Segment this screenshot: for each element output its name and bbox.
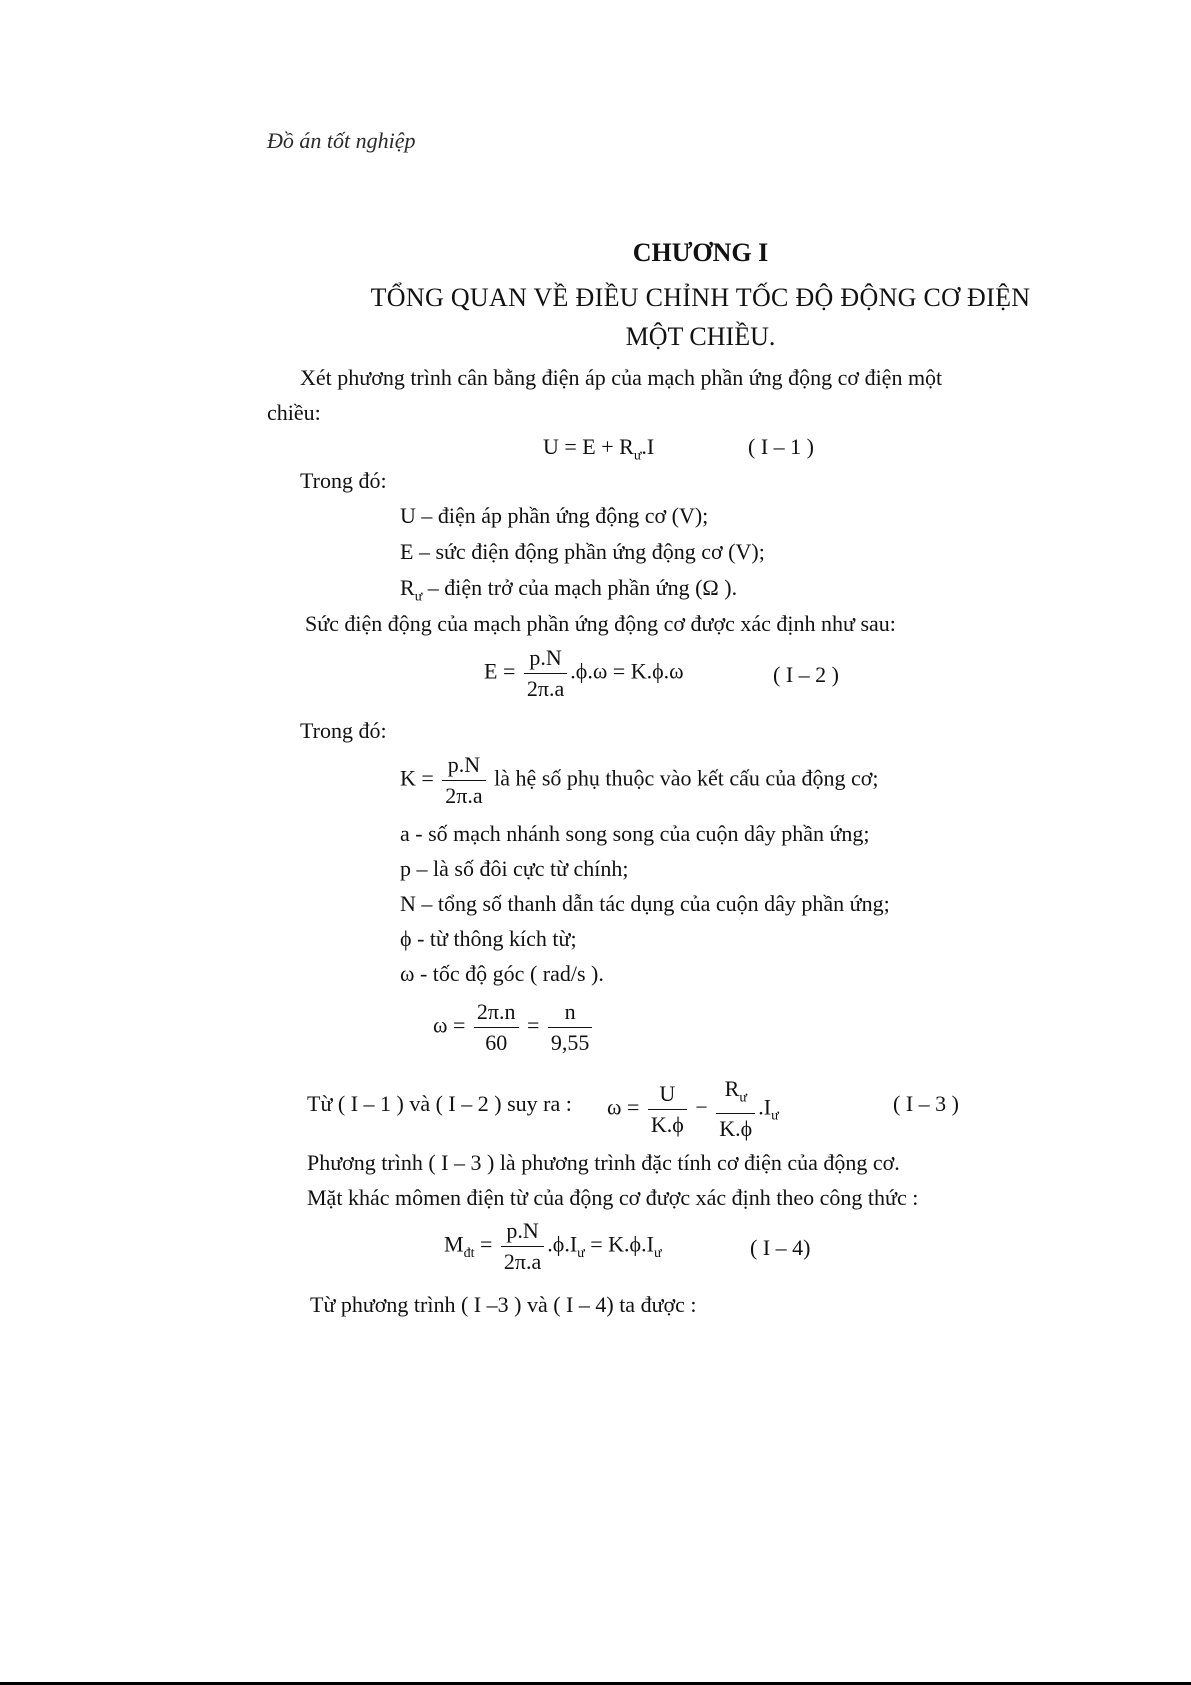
- omega-lhs: ω =: [433, 1012, 466, 1038]
- eq3-numerator-1: U: [648, 1079, 687, 1110]
- omega-equals: =: [527, 1012, 540, 1038]
- eq3-tail: .I: [758, 1094, 772, 1120]
- eq2-rhs: .ϕ.ω = K.ϕ.ω: [570, 658, 684, 684]
- page-header: Đồ án tốt nghiệp: [267, 128, 416, 153]
- eq3-tail-sub: ư: [771, 1108, 779, 1124]
- def-k-numerator: p.N: [442, 750, 485, 781]
- eq3-num2-symbol: R: [724, 1076, 740, 1101]
- definition-p: p – là số đôi cực từ chính;: [400, 856, 629, 881]
- eq4-numerator: p.N: [501, 1216, 544, 1247]
- omega-denominator-2: 9,55: [550, 1030, 590, 1055]
- eq4-rhs-1-sub: ư: [577, 1245, 585, 1261]
- eq2-fraction: [524, 643, 567, 704]
- eq4-rhs-2-sub: ư: [653, 1245, 662, 1261]
- eq1-lhs: U = E + R: [543, 434, 634, 459]
- eq4-lhs: M: [444, 1231, 464, 1257]
- definition-N: N – tổng số thanh dẫn tác dụng của cuộn dây phần ứng;: [400, 891, 890, 916]
- def-k-text: là hệ số phụ thuộc vào kết cấu của động cơ;: [488, 765, 879, 791]
- eq3-num2-sub: ư: [739, 1090, 747, 1106]
- chapter-title-line-1: TỔNG QUAN VỀ ĐIỀU CHỈNH TỐC ĐỘ ĐỘNG CƠ ĐIỆN: [370, 283, 1031, 312]
- definition-omega: ω - tốc độ góc ( rad/s ).: [400, 961, 604, 986]
- omega-numerator-1: 2π.n: [474, 997, 519, 1028]
- def-k-fraction: [442, 750, 485, 811]
- definition-K: [400, 750, 878, 811]
- eq3-fraction-2: [716, 1074, 755, 1144]
- def-k-lhs: K =: [400, 765, 434, 791]
- omega-numerator-2: n: [548, 997, 593, 1028]
- emf-intro: Sức điện động của mạch phần ứng động cơ được xác định như sau:: [305, 611, 896, 636]
- omega-fraction-1: [474, 997, 519, 1058]
- def-r-symbol: R: [400, 575, 415, 600]
- equation-4-label: ( I – 4): [750, 1235, 811, 1260]
- eq2-lhs: E =: [484, 658, 516, 684]
- equation-1: [543, 434, 654, 464]
- eq4-denominator: 2π.a: [503, 1249, 542, 1274]
- definition-U: U – điện áp phần ứng động cơ (V);: [400, 503, 709, 528]
- equation-2: [484, 643, 684, 704]
- equation-3-label: ( I – 3 ): [893, 1091, 959, 1116]
- def-r-sub: ư: [414, 589, 423, 605]
- eq1-sub: ư: [633, 448, 642, 464]
- definition-phi: ϕ - từ thông kích từ;: [400, 926, 577, 951]
- eq3-lhs: ω =: [607, 1094, 640, 1120]
- def-k-denominator: 2π.a: [445, 783, 483, 808]
- intro-line-2: chiều:: [267, 400, 321, 425]
- eq4-equals: =: [474, 1231, 493, 1257]
- chapter-title-line-2: MỘT CHIỀU.: [625, 322, 776, 351]
- omega-fraction-2: [548, 997, 593, 1058]
- where-label-1: Trong đó:: [300, 468, 387, 493]
- final-line: Từ phương trình ( I –3 ) và ( I – 4) ta được :: [310, 1292, 697, 1317]
- intro-line-1: Xét phương trình cân bằng điện áp của mạch phần ứng động cơ điện một: [300, 365, 943, 390]
- eq4-lhs-sub: đt: [463, 1245, 475, 1261]
- eq3-numerator-2: [716, 1074, 755, 1114]
- chapter-heading: CHƯƠNG I: [632, 238, 769, 267]
- eq2-numerator: p.N: [524, 643, 567, 674]
- equation-4: [444, 1216, 662, 1277]
- equation-3-intro: Từ ( I – 1 ) và ( I – 2 ) suy ra :: [307, 1091, 572, 1116]
- definition-R: [400, 575, 737, 605]
- eq4-fraction: [501, 1216, 544, 1277]
- equation-3-description: Phương trình ( I – 3 ) là phương trình đặc tính cơ điện của động cơ.: [307, 1150, 900, 1175]
- definition-E: E – sức điện động phần ứng động cơ (V);: [400, 539, 765, 564]
- eq3-minus: −: [695, 1094, 708, 1120]
- eq3-denominator-1: K.ϕ: [650, 1111, 684, 1137]
- definition-a: a - số mạch nhánh song song của cuộn dây phần ứng;: [400, 821, 870, 846]
- where-label-2: Trong đó:: [300, 718, 387, 743]
- equation-2-label: ( I – 2 ): [773, 662, 839, 687]
- equation-1-label: ( I – 1 ): [748, 434, 814, 459]
- def-r-text: – điện trở của mạch phần ứng (Ω ).: [422, 575, 738, 600]
- eq2-denominator: 2π.a: [526, 676, 565, 701]
- eq4-rhs-2: = K.ϕ.I: [584, 1231, 654, 1257]
- moment-intro: Mặt khác mômen điện từ của động cơ được xác định theo công thức :: [307, 1185, 919, 1210]
- eq1-rhs: .I: [641, 434, 655, 459]
- omega-equation: [433, 997, 595, 1058]
- eq4-rhs-1: .ϕ.I: [547, 1231, 578, 1257]
- equation-3: [607, 1074, 779, 1144]
- eq3-fraction-1: [648, 1079, 687, 1140]
- eq3-denominator-2: K.ϕ: [719, 1116, 753, 1142]
- omega-denominator-1: 60: [485, 1030, 508, 1055]
